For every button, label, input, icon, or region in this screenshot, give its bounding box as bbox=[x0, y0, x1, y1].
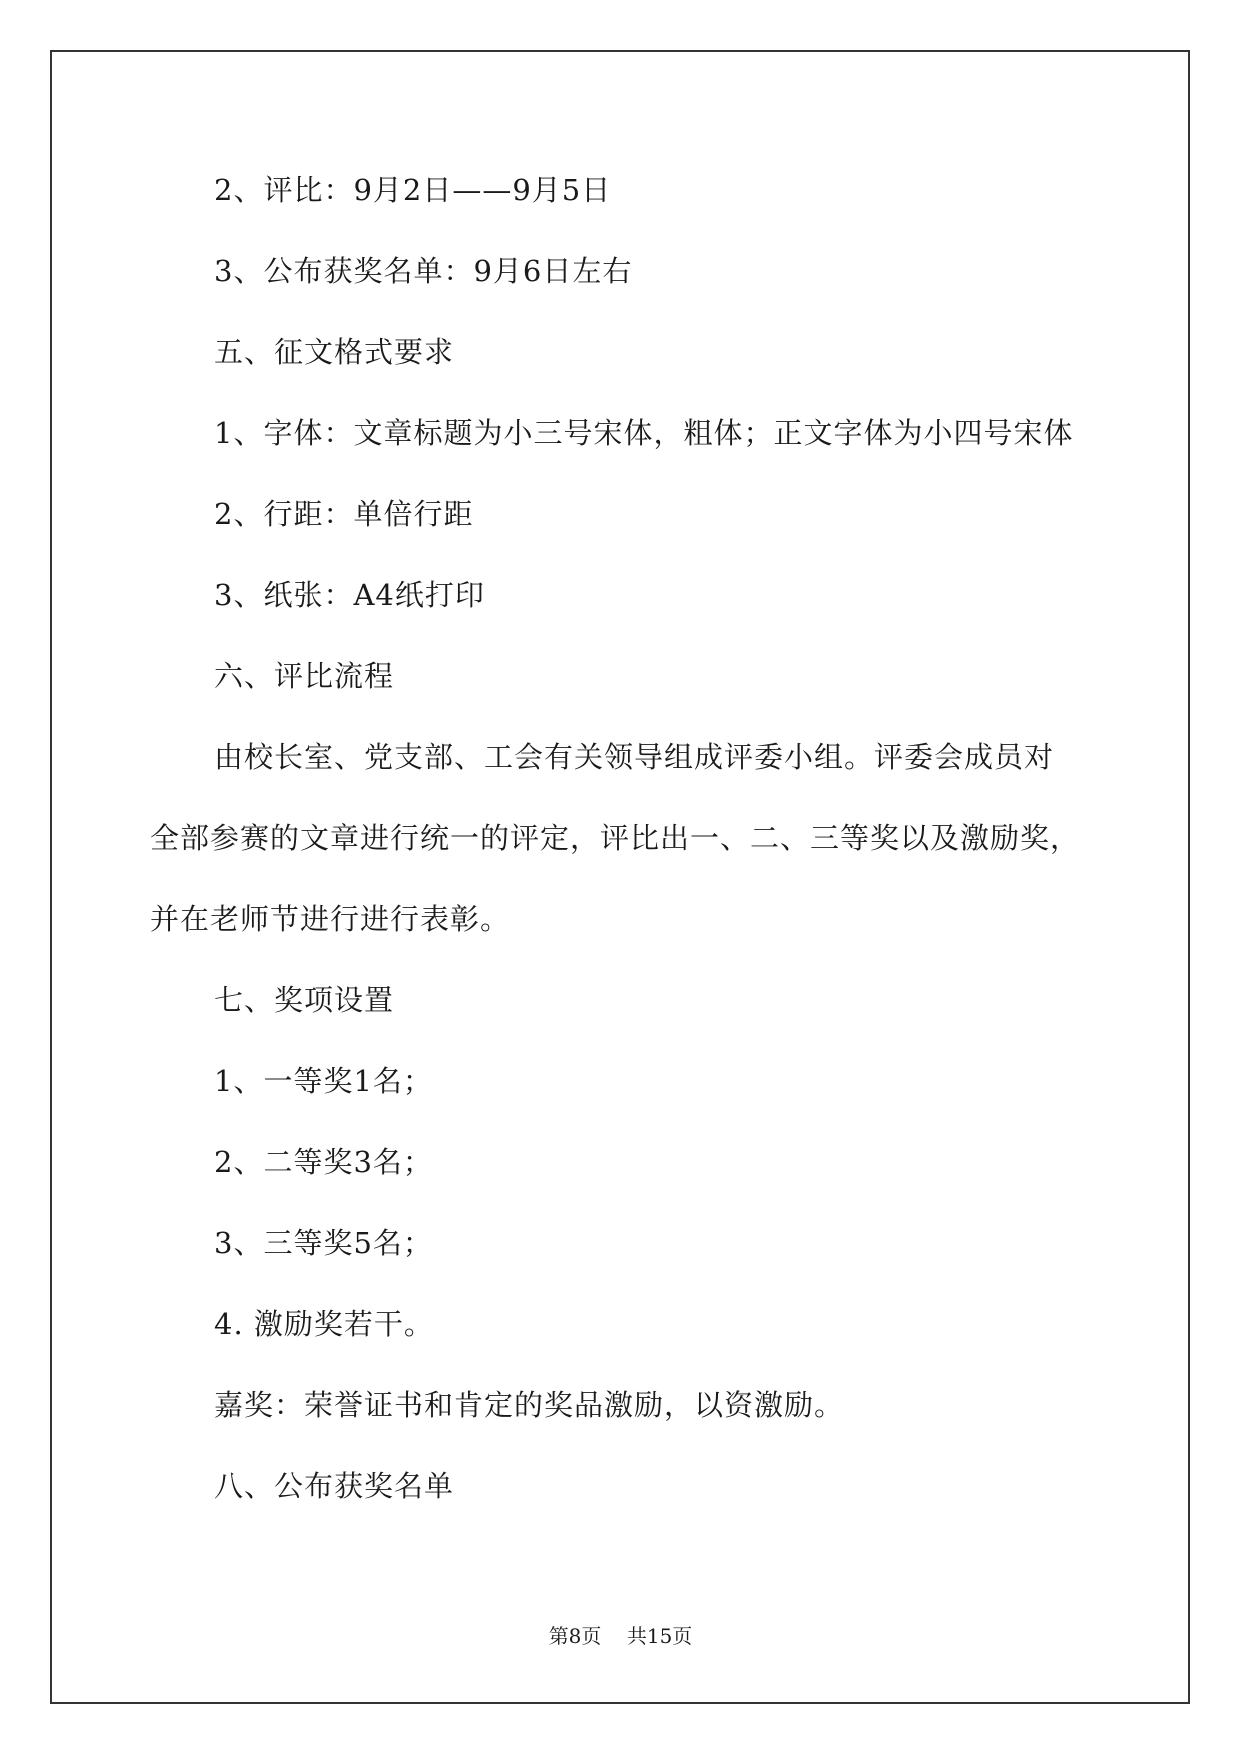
process-paragraph-line-2: 全部参赛的文章进行统一的评定，评比出一、二、三等奖以及激励奖， bbox=[150, 821, 1081, 855]
section-heading-format: 五、征文格式要求 bbox=[214, 335, 455, 369]
schedule-judging: 2、评比：9月2日——9月5日 bbox=[214, 173, 612, 207]
section-heading-process: 六、评比流程 bbox=[214, 659, 395, 693]
award-third-prize: 3、三等奖5名； bbox=[214, 1226, 433, 1260]
process-paragraph-line-3: 并在老师节进行进行表彰。 bbox=[150, 902, 511, 936]
section-heading-awards: 七、奖项设置 bbox=[214, 983, 395, 1017]
page-border bbox=[50, 50, 1190, 1704]
section-heading-announce: 八、公布获奖名单 bbox=[214, 1469, 455, 1503]
award-first-prize: 1、一等奖1名； bbox=[214, 1064, 433, 1098]
page-number-footer: 第8页 共15页 bbox=[548, 1624, 693, 1648]
format-line-spacing: 2、行距：单倍行距 bbox=[214, 497, 474, 531]
award-encouragement: 4. 激励奖若干。 bbox=[214, 1307, 434, 1341]
award-second-prize: 2、二等奖3名； bbox=[214, 1145, 433, 1179]
format-font: 1、字体：文章标题为小三号宋体，粗体；正文字体为小四号宋体 bbox=[214, 416, 1074, 450]
format-paper: 3、纸张：A4纸打印 bbox=[214, 578, 485, 612]
award-rewards: 嘉奖：荣誉证书和肯定的奖品激励，以资激励。 bbox=[214, 1388, 845, 1422]
process-paragraph-line-1: 由校长室、党支部、工会有关领导组成评委小组。评委会成员对 bbox=[214, 740, 1055, 774]
schedule-announce: 3、公布获奖名单：9月6日左右 bbox=[214, 254, 633, 288]
